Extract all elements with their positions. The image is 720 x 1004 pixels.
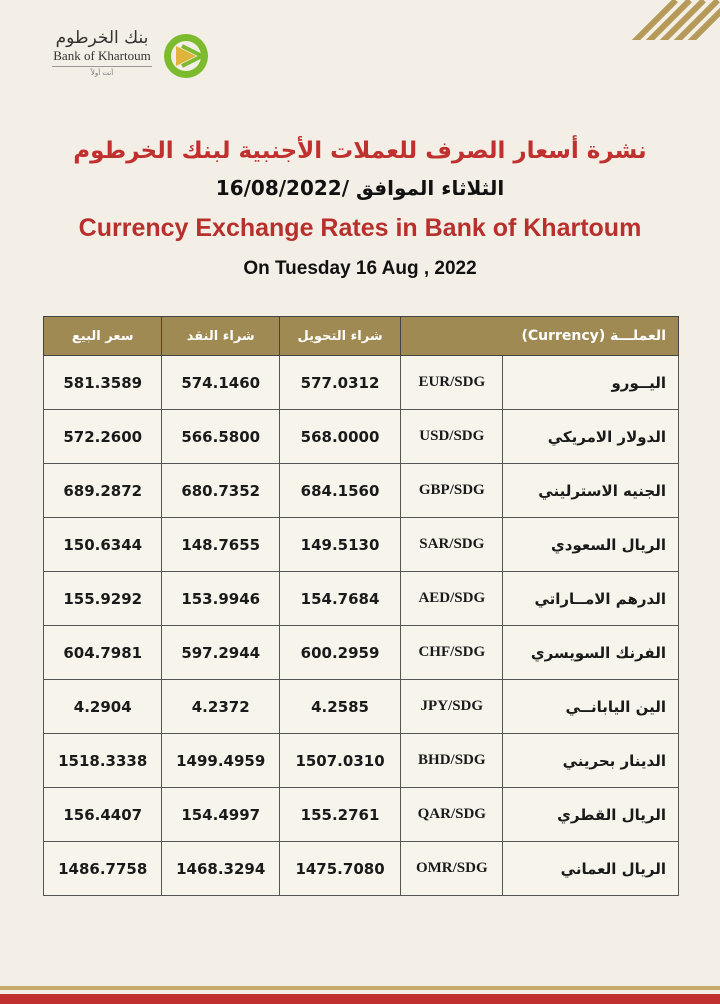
table-row — [44, 356, 679, 410]
table-row — [44, 680, 679, 734]
transfer-buy-rate: 1475.7080 — [279, 842, 400, 896]
sell-rate: 581.3589 — [44, 356, 162, 410]
sell-rate: 1486.7758 — [44, 842, 162, 896]
table-row — [44, 788, 679, 842]
cash-buy-rate: 1468.3294 — [162, 842, 280, 896]
currency-code: SAR/SDG — [401, 518, 503, 572]
transfer-buy-rate: 568.0000 — [279, 410, 400, 464]
table-row — [44, 518, 679, 572]
sell-rate: 572.2600 — [44, 410, 162, 464]
logo-name-ar: بنك الخرطوم — [55, 28, 149, 48]
sell-rate: 155.9292 — [44, 572, 162, 626]
currency-name: الريال العماني — [503, 842, 679, 896]
cash-buy-rate: 597.2944 — [162, 626, 280, 680]
header-transfer-buy: شراء التحويل — [279, 317, 400, 356]
currency-name: الدرهم الامــاراتي — [503, 572, 679, 626]
currency-code: AED/SDG — [401, 572, 503, 626]
currency-name: الريال القطري — [503, 788, 679, 842]
bank-logo — [52, 28, 212, 88]
page-title-ar: نشرة أسعار الصرف للعملات الأجنبية لبنك الخرطوم — [73, 138, 647, 164]
currency-name: الفرنك السويسري — [503, 626, 679, 680]
rates-table — [43, 316, 679, 896]
currency-code: JPY/SDG — [401, 680, 503, 734]
currency-code: OMR/SDG — [401, 842, 503, 896]
cash-buy-rate: 566.5800 — [162, 410, 280, 464]
currency-code: USD/SDG — [401, 410, 503, 464]
cash-buy-rate: 680.7352 — [162, 464, 280, 518]
transfer-buy-rate: 600.2959 — [279, 626, 400, 680]
table-row — [44, 464, 679, 518]
currency-name: الدولار الامريكي — [503, 410, 679, 464]
cash-buy-rate: 148.7655 — [162, 518, 280, 572]
corner-stripes — [630, 0, 720, 40]
bottom-gold-band — [0, 986, 720, 990]
sell-rate: 604.7981 — [44, 626, 162, 680]
sell-rate: 156.4407 — [44, 788, 162, 842]
transfer-buy-rate: 155.2761 — [279, 788, 400, 842]
sell-rate: 689.2872 — [44, 464, 162, 518]
logo-tagline: أنت أولاً — [52, 66, 152, 77]
currency-code: CHF/SDG — [401, 626, 503, 680]
currency-name: اليــورو — [503, 356, 679, 410]
currency-name: الدينار بحريني — [503, 734, 679, 788]
header-currency: العملـــة (Currency) — [401, 317, 679, 356]
page-date-ar: الثلاثاء الموافق /16/08/2022 — [215, 176, 505, 200]
bank-logo-icon — [162, 32, 210, 80]
table-row — [44, 410, 679, 464]
table-row — [44, 842, 679, 896]
table-header-row — [44, 317, 679, 356]
currency-code: BHD/SDG — [401, 734, 503, 788]
page-title-en: Currency Exchange Rates in Bank of Khartoum — [78, 214, 642, 242]
cash-buy-rate: 153.9946 — [162, 572, 280, 626]
transfer-buy-rate: 4.2585 — [279, 680, 400, 734]
sell-rate: 1518.3338 — [44, 734, 162, 788]
transfer-buy-rate: 154.7684 — [279, 572, 400, 626]
currency-code: GBP/SDG — [401, 464, 503, 518]
cash-buy-rate: 154.4997 — [162, 788, 280, 842]
cash-buy-rate: 1499.4959 — [162, 734, 280, 788]
transfer-buy-rate: 1507.0310 — [279, 734, 400, 788]
currency-name: الين اليابانــي — [503, 680, 679, 734]
logo-name-en: Bank of Khartoum — [53, 48, 151, 63]
currency-code: EUR/SDG — [401, 356, 503, 410]
sell-rate: 4.2904 — [44, 680, 162, 734]
table-row — [44, 572, 679, 626]
table-row — [44, 626, 679, 680]
transfer-buy-rate: 577.0312 — [279, 356, 400, 410]
currency-name: الريال السعودي — [503, 518, 679, 572]
header-sell: سعر البيع — [44, 317, 162, 356]
sell-rate: 150.6344 — [44, 518, 162, 572]
table-row — [44, 734, 679, 788]
bottom-red-band — [0, 994, 720, 1004]
transfer-buy-rate: 149.5130 — [279, 518, 400, 572]
transfer-buy-rate: 684.1560 — [279, 464, 400, 518]
currency-code: QAR/SDG — [401, 788, 503, 842]
cash-buy-rate: 4.2372 — [162, 680, 280, 734]
currency-name: الجنيه الاسترليني — [503, 464, 679, 518]
header-cash-buy: شراء النقد — [162, 317, 280, 356]
cash-buy-rate: 574.1460 — [162, 356, 280, 410]
page-date-en: On Tuesday 16 Aug , 2022 — [243, 258, 477, 279]
